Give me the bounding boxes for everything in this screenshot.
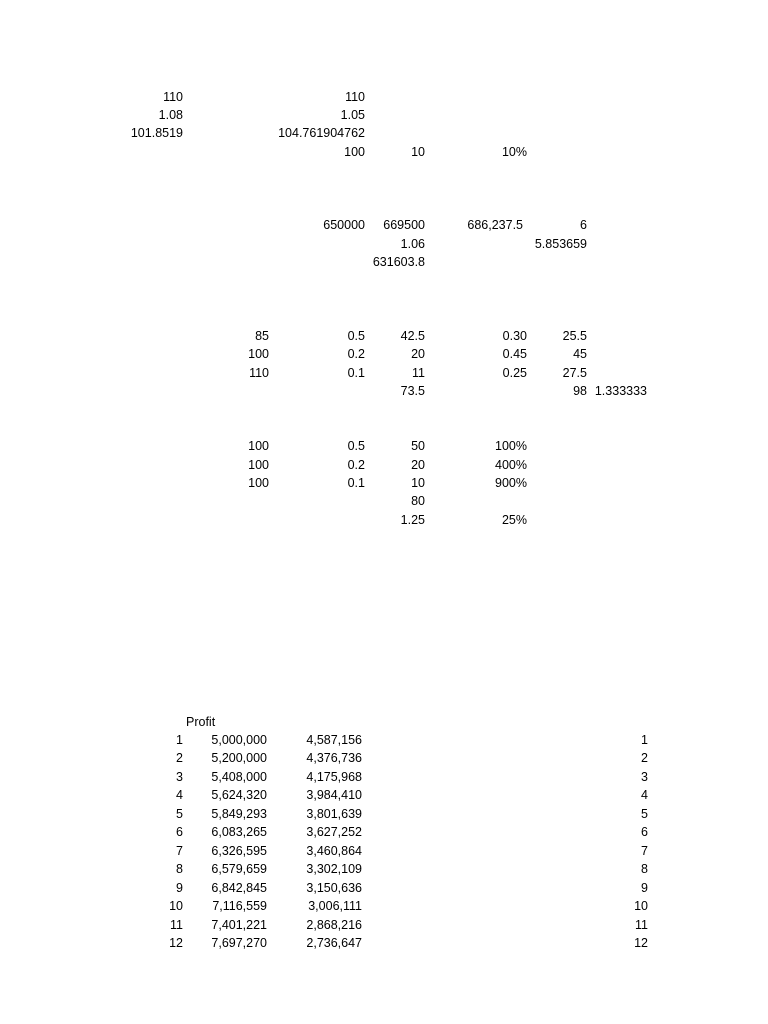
- cell: 100: [248, 439, 269, 453]
- cell: 10%: [501, 145, 527, 159]
- cell: 5,624,320: [211, 788, 267, 803]
- cell: 27.5: [562, 366, 587, 380]
- cell: 98: [573, 384, 587, 398]
- cell: 110: [163, 90, 183, 104]
- block3-row: [0, 345, 768, 363]
- cell: 10: [411, 476, 425, 490]
- table-row: [0, 879, 768, 897]
- cell: 104.761904762: [278, 126, 365, 140]
- table-row: [0, 860, 768, 878]
- table-row: [0, 731, 768, 749]
- cell: 100: [248, 458, 269, 472]
- table-row: [0, 823, 768, 841]
- cell: 5,200,000: [211, 751, 267, 766]
- cell: 4: [176, 788, 183, 803]
- cell: 4,587,156: [306, 733, 362, 747]
- cell: 9: [176, 880, 183, 895]
- cell: 7,401,221: [211, 917, 267, 932]
- cell: 900%: [495, 476, 527, 490]
- cell: 0.2: [347, 458, 365, 472]
- cell: 10: [169, 899, 183, 914]
- cell: 686,237.5: [467, 218, 523, 232]
- table-row: [0, 768, 768, 786]
- cell: 6: [176, 825, 183, 840]
- block3-row: [0, 364, 768, 382]
- cell: 1.333333: [594, 384, 647, 398]
- cell: 20: [411, 458, 425, 472]
- cell: 3: [176, 769, 183, 784]
- cell: 100%: [495, 439, 527, 453]
- block4-row: [0, 474, 768, 492]
- cell: 0.1: [347, 476, 365, 490]
- cell: 25.5: [562, 329, 587, 343]
- cell: 5: [641, 806, 648, 821]
- cell: 1: [641, 733, 648, 747]
- block1-row: [0, 88, 768, 106]
- block4-row: [0, 437, 768, 455]
- cell: 6: [641, 825, 648, 840]
- cell: 73.5: [400, 384, 425, 398]
- table-row: [0, 805, 768, 823]
- table-row: [0, 842, 768, 860]
- cell: 42.5: [400, 329, 425, 343]
- cell: 5,000,000: [211, 733, 267, 747]
- cell: 7: [176, 843, 183, 858]
- cell: 4,175,968: [306, 769, 362, 784]
- block1-row: [0, 124, 768, 142]
- cell: 6,579,659: [211, 862, 267, 877]
- cell: 85: [255, 329, 269, 343]
- cell: 110: [345, 90, 365, 104]
- cell: 101.8519: [130, 126, 183, 140]
- cell: 5.853659: [534, 237, 587, 251]
- cell: 4: [641, 788, 648, 803]
- cell: 3,627,252: [306, 825, 362, 840]
- cell: 1.25: [400, 513, 425, 527]
- cell: 6,842,845: [211, 880, 267, 895]
- table-row: [0, 916, 768, 934]
- cell: 2,868,216: [306, 917, 362, 932]
- cell: 0.1: [347, 366, 365, 380]
- cell: 11: [635, 917, 648, 932]
- cell: 631603.8: [372, 255, 425, 269]
- block2-row: [0, 216, 768, 234]
- cell: 50: [411, 439, 425, 453]
- table-row: [0, 786, 768, 804]
- cell: 5,849,293: [211, 806, 267, 821]
- cell: 11: [412, 366, 425, 380]
- cell: 45: [573, 347, 587, 361]
- cell: 1: [176, 733, 183, 747]
- cell: 669500: [383, 218, 425, 232]
- cell: 3,801,639: [306, 806, 362, 821]
- cell: 11: [170, 917, 183, 932]
- cell: 9: [641, 880, 648, 895]
- cell: 5: [176, 806, 183, 821]
- cell: 1.05: [340, 108, 365, 122]
- cell: 80: [411, 494, 425, 508]
- block4-ratio-row: [0, 511, 768, 529]
- cell: 7,697,270: [211, 935, 267, 950]
- cell: 100: [344, 145, 365, 159]
- cell: 6,326,595: [211, 843, 267, 858]
- block4-sum-row: [0, 492, 768, 510]
- cell: 3,150,636: [306, 880, 362, 895]
- block3-row: [0, 327, 768, 345]
- cell: 3: [641, 769, 648, 784]
- cell: 3,460,864: [306, 843, 362, 858]
- cell: 1.06: [400, 237, 425, 251]
- table-row: [0, 897, 768, 915]
- cell: 0.5: [347, 329, 365, 343]
- cell: 2: [641, 751, 648, 766]
- cell: 2,736,647: [306, 935, 362, 950]
- cell: 4,376,736: [306, 751, 362, 766]
- cell: 110: [249, 366, 269, 380]
- cell: 8: [176, 862, 183, 877]
- table-row: [0, 749, 768, 767]
- cell: 20: [411, 347, 425, 361]
- cell: 12: [634, 935, 648, 950]
- cell: 25%: [501, 513, 527, 527]
- cell: 10: [411, 145, 425, 159]
- cell: 10: [634, 899, 648, 914]
- block1-row: [0, 143, 768, 161]
- block2-row: [0, 253, 768, 271]
- cell: 2: [176, 751, 183, 766]
- cell: 7,116,559: [212, 899, 267, 914]
- cell: 0.25: [502, 366, 527, 380]
- cell: 100: [248, 347, 269, 361]
- profit-header-row: [0, 713, 768, 731]
- block2-row: [0, 235, 768, 253]
- cell: 7: [641, 843, 648, 858]
- cell: 3,302,109: [306, 862, 362, 877]
- cell: 100: [248, 476, 269, 490]
- block3-total-row: [0, 382, 768, 400]
- cell: 0.30: [502, 329, 527, 343]
- cell: 0.45: [502, 347, 527, 361]
- cell: 1.08: [158, 108, 183, 122]
- cell: 0.2: [347, 347, 365, 361]
- cell: 6: [580, 218, 587, 232]
- cell: 400%: [495, 458, 527, 472]
- cell: 5,408,000: [211, 769, 267, 784]
- cell: 0.5: [347, 439, 365, 453]
- block1-row: [0, 106, 768, 124]
- cell: 6,083,265: [211, 825, 267, 840]
- cell: 650000: [323, 218, 365, 232]
- table-row: [0, 934, 768, 952]
- profit-header: Profit: [186, 715, 216, 729]
- cell: 3,984,410: [306, 788, 362, 803]
- block4-row: [0, 456, 768, 474]
- cell: 3,006,111: [308, 899, 362, 914]
- cell: 12: [169, 935, 183, 950]
- cell: 8: [641, 862, 648, 877]
